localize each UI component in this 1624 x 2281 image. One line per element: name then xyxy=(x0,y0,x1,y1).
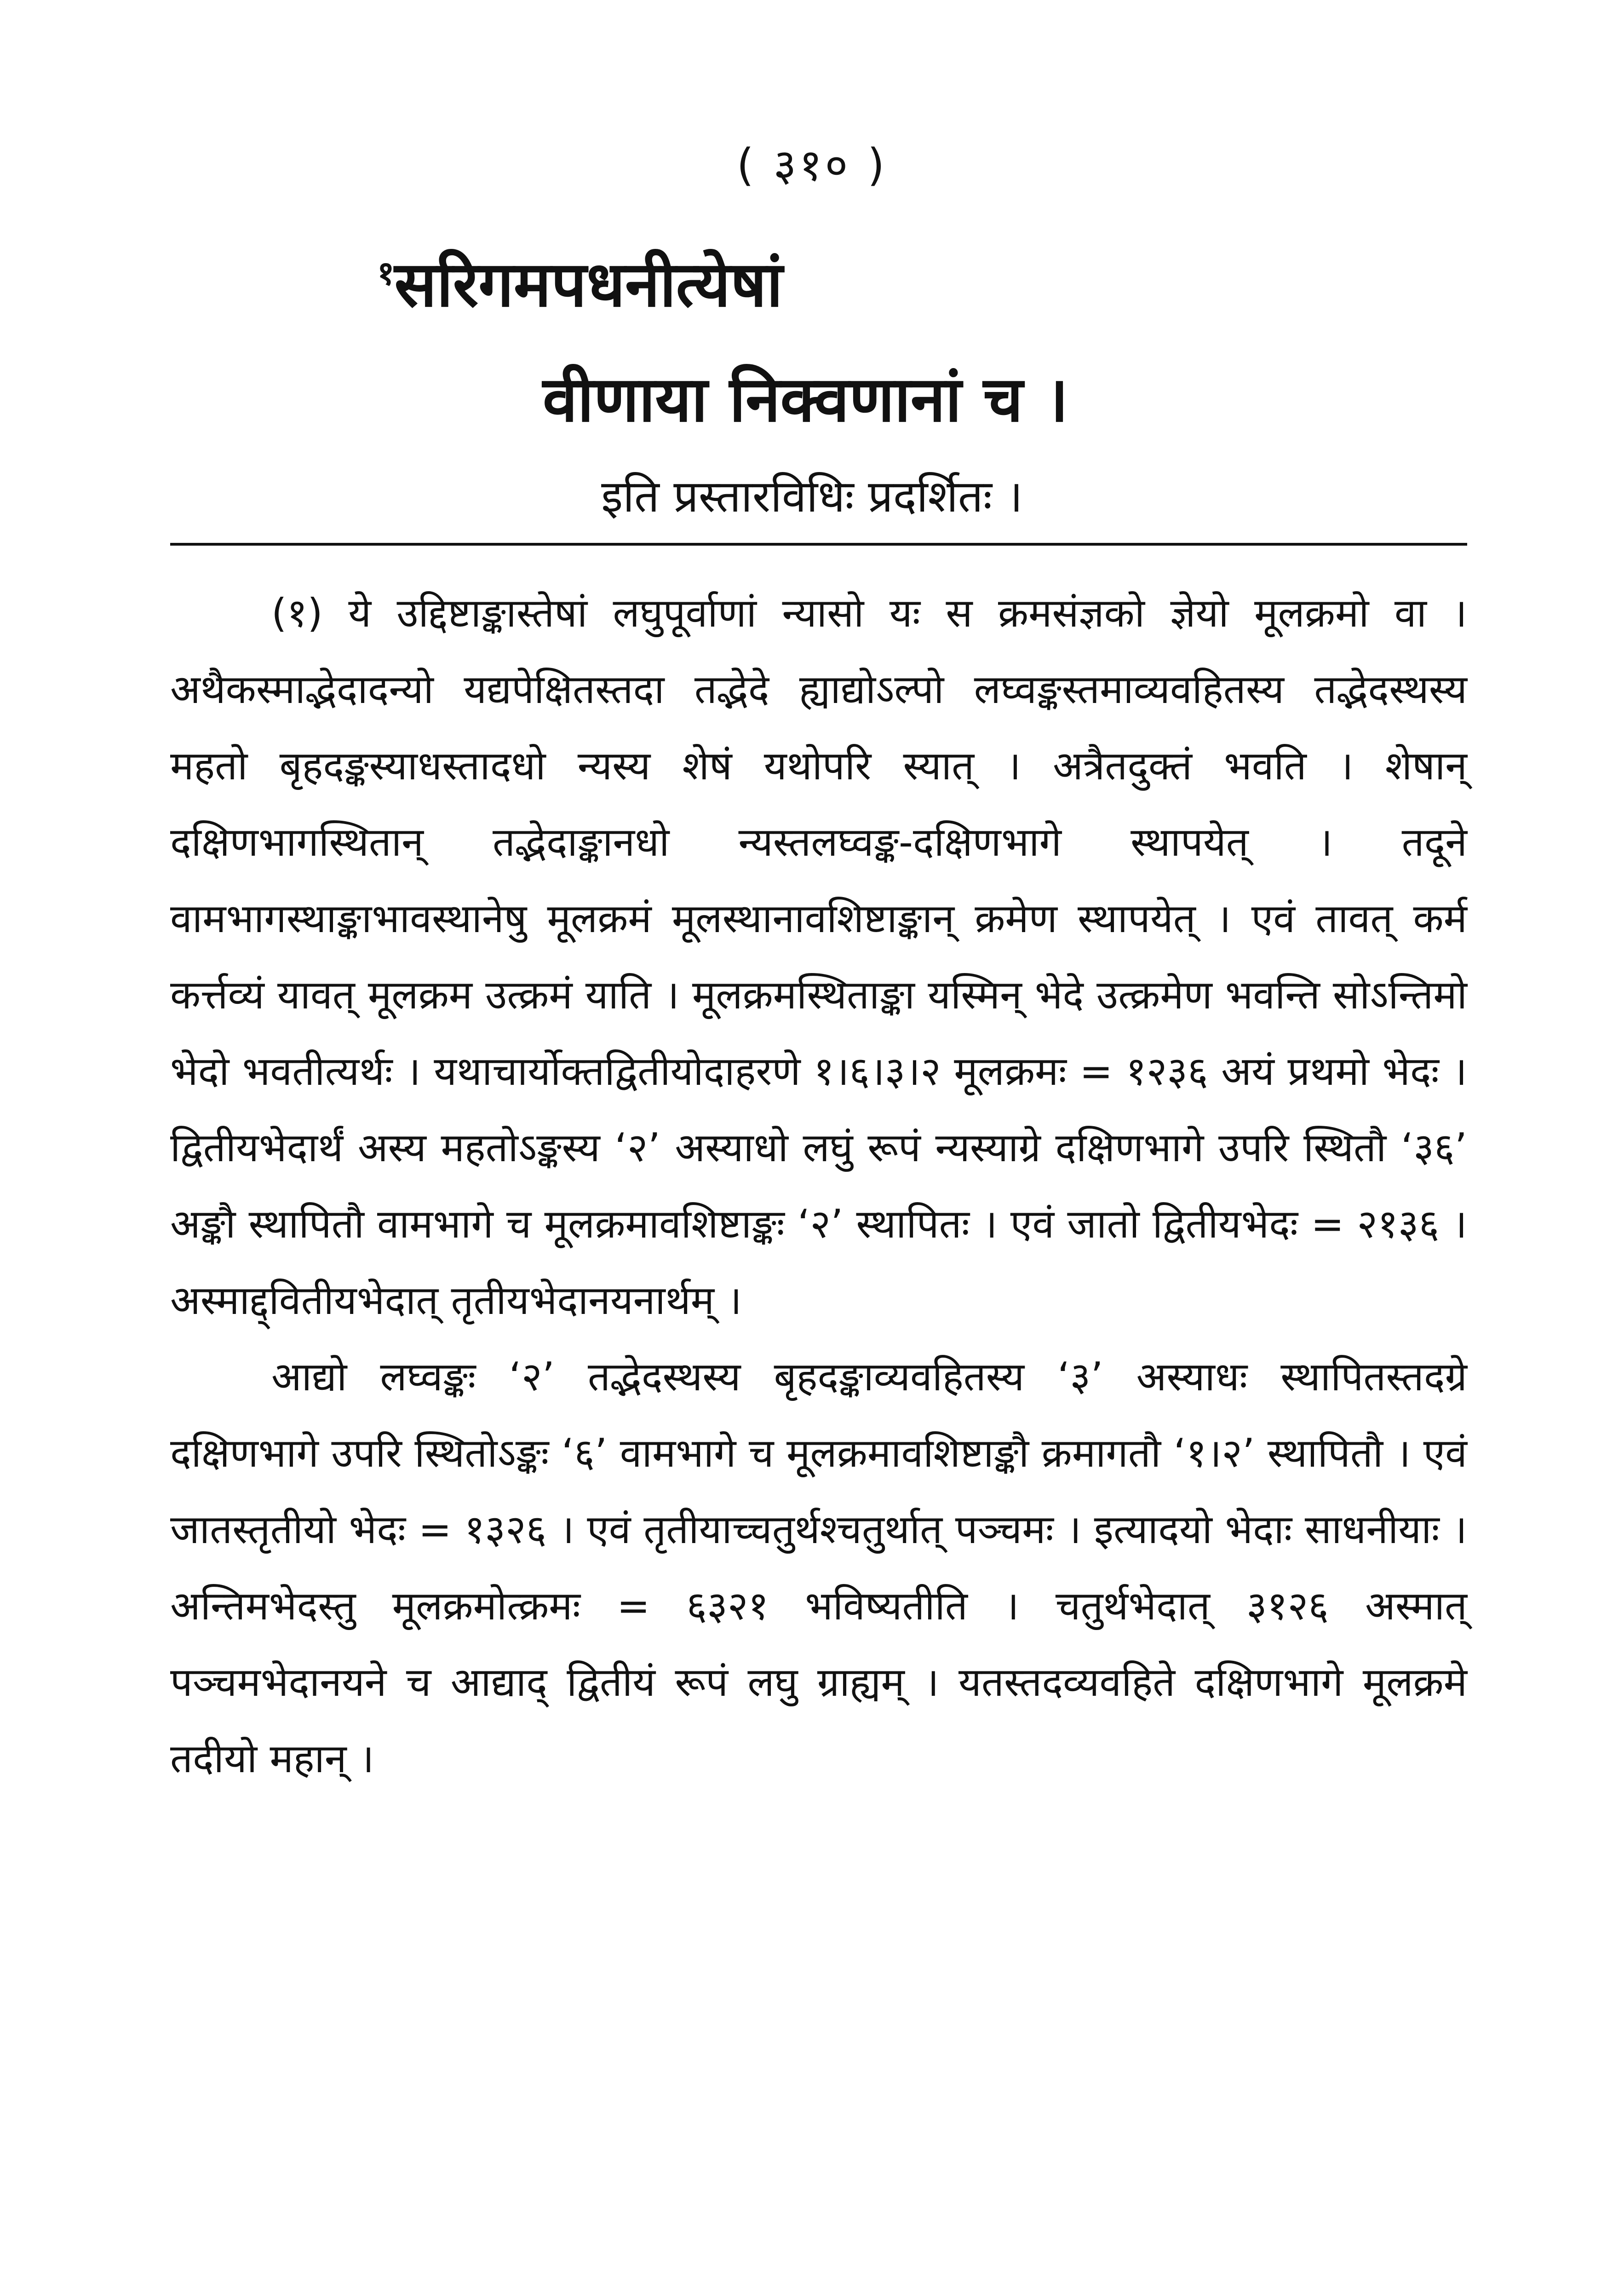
section-closing-line: इति प्रस्तारविधिः प्रदर्शितः । xyxy=(601,471,1023,522)
verse-line-1-text: सरिगमपधनीत्येषां xyxy=(394,248,783,321)
verse-line-2: वीणाया निक्वणानां च । xyxy=(543,363,1069,436)
commentary-paragraph-1: (१) ये उद्दिष्टाङ्कास्तेषां लघुपूर्वाणां न्यासो यः स क्रमसंज्ञको ज्ञेयो मूलक्रमो वा । अथैकस्माद्भेदादन्यो यद्यपेक्षितस्तदा तद्भेदे ह्याद्योऽल्पो लघ्वङ्कस्तमाव्यवहितस्य तद्भेदस्थस्य महतो बृहदङ्कस्याधस्तादधो न्यस्य शेषं यथोपरि स्यात् । अत्रैतदुक्तं भवति । शेषान् दक्षिणभागस्थितान् तद्भेदाङ्कानधो न्यस्तलघ्वङ्क-दक्षिणभागे स्थापयेत् । तदूने वामभागस्थाङ्काभावस्थानेषु मूलक्रमं मूलस्थानावशिष्टाङ्कान् क्रमेण स्थापयेत् । एवं तावत् कर्म कर्त्तव्यं यावत् मूलक्रम उत्क्रमं याति । मूलक्रमस्थिताङ्का यस्मिन् भेदे उत्क्रमेण भवन्ति सोऽन्तिमो भेदो भवतीत्यर्थः । यथाचार्योक्तद्वितीयोदाहरणे १।६।३।२ मूलक्रमः = १२३६ अयं प्रथमो भेदः । द्वितीयभेदार्थं अस्य महतोऽङ्कस्य ‘२’ अस्याधो लघुं रूपं न्यस्याग्रे दक्षिणभागे उपरि स्थितौ ‘३६’ अङ्कौ स्थापितौ वामभागे च मूलक्रमावशिष्टाङ्कः ‘२’ स्थापितः । एवं जातो द्वितीयभेदः = २१३६ । अस्माद्द्वितीयभेदात् तृतीयभेदानयनार्थम् । xyxy=(170,590,1467,1324)
footnote-marker: १ xyxy=(377,253,395,293)
page-number: ( ३१० ) xyxy=(736,139,888,191)
verse-line-1 xyxy=(377,239,783,324)
commentary-paragraph-2: आद्यो लघ्वङ्कः ‘२’ तद्भेदस्थस्य बृहदङ्काव्यवहितस्य ‘३’ अस्याधः स्थापितस्तदग्रे दक्षिणभागे उपरि स्थितोऽङ्कः ‘६’ वामभागे च मूलक्रमावशिष्टाङ्कौ क्रमागतौ ‘१।२’ स्थापितौ । एवं जातस्तृतीयो भेदः = १३२६ । एवं तृतीयाच्चतुर्थश्चतुर्थात् पञ्चमः । इत्यादयो भेदाः साधनीयाः । अन्तिमभेदस्तु मूलक्रमोत्क्रमः = ६३२१ भविष्यतीति । चतुर्थभेदात् ३१२६ अस्मात् पञ्चमभेदानयने च आद्याद् द्वितीयं रूपं लघु ग्राह्यम् । यतस्तदव्यवहिते दक्षिणभागे मूलक्रमे तदीयो महान् । xyxy=(170,1354,1467,1782)
commentary-block xyxy=(170,575,1467,1797)
horizontal-divider xyxy=(170,543,1467,546)
